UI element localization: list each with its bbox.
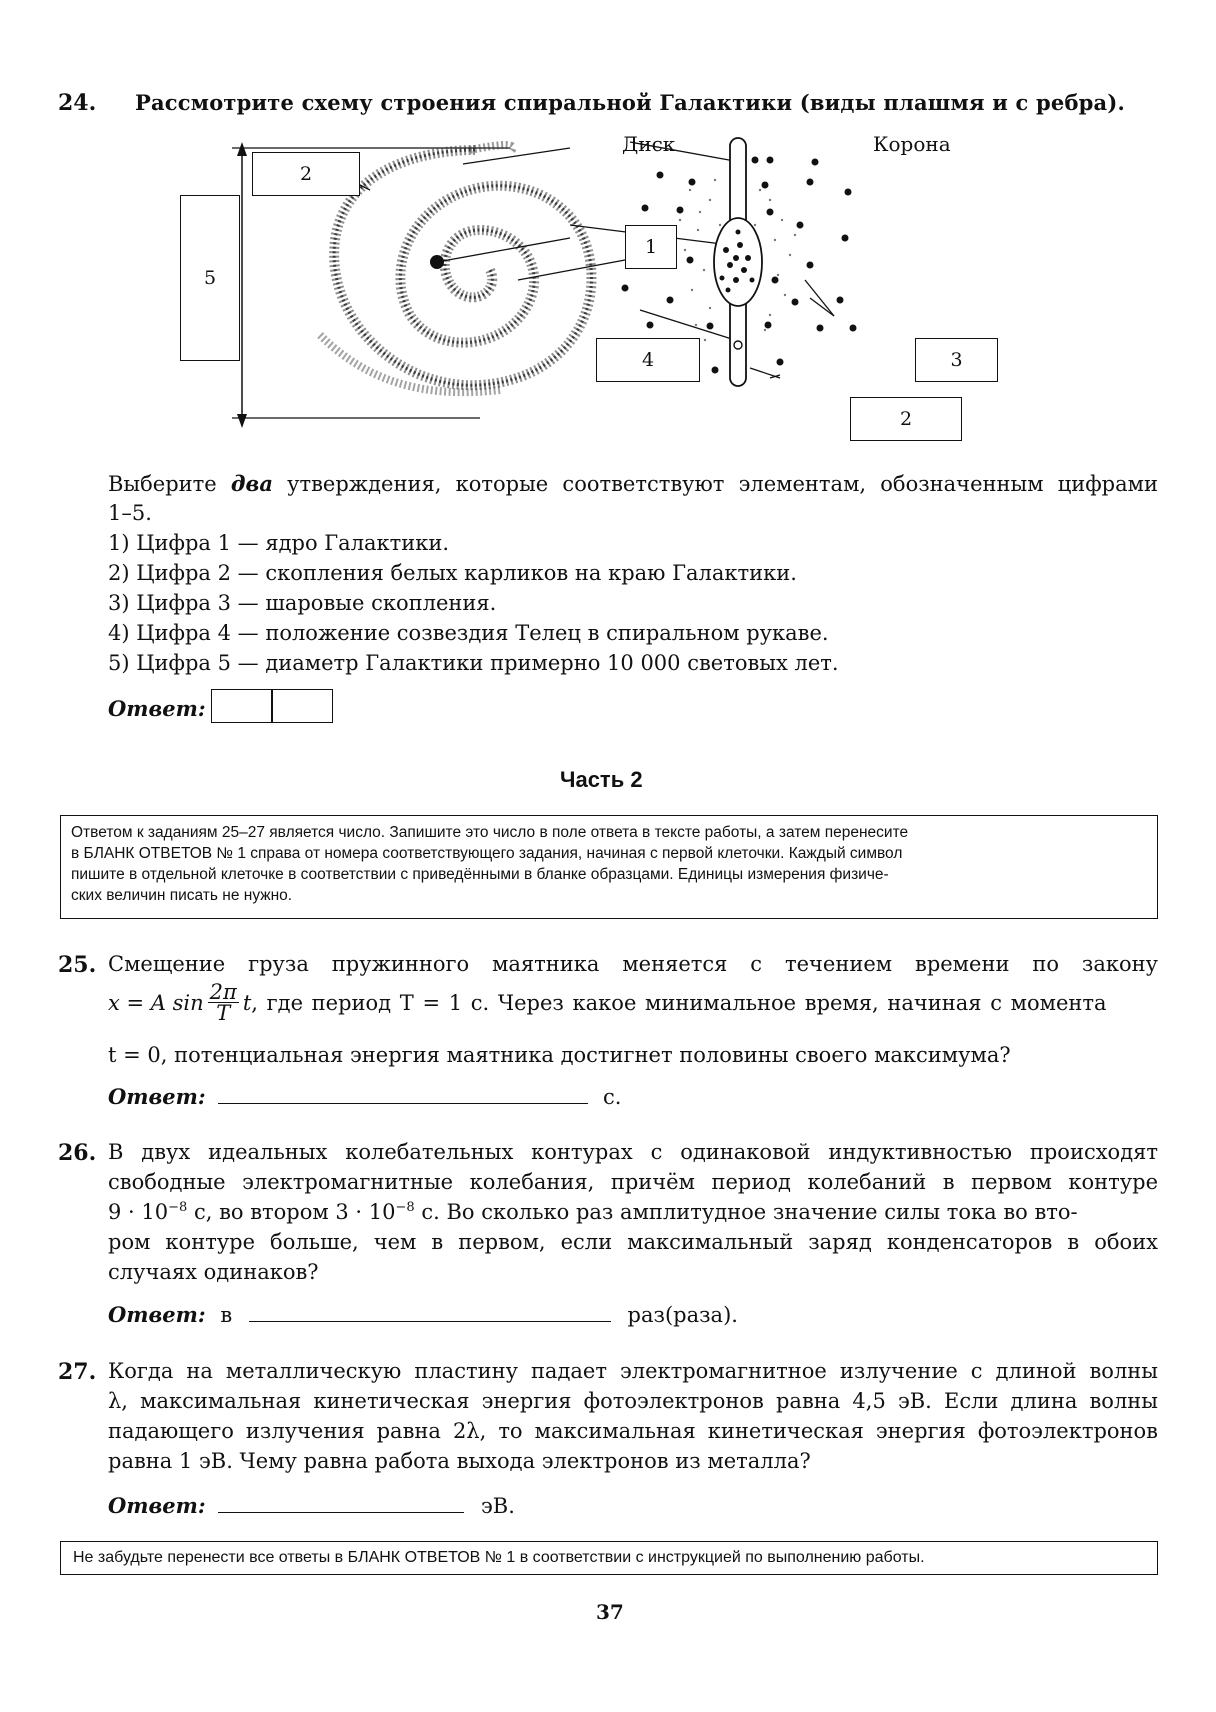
q25-answer-row: [108, 1084, 621, 1109]
q27-answer-unit: эВ.: [481, 1494, 515, 1518]
notice-line-2: в БЛАНК ОТВЕТОВ № 1 справа от номера соответствующего задания, начиная с первой клеточки. Каждый символ: [71, 845, 903, 862]
q27-line-2: λ, максимальная кинетическая энергия фотоэлектронов равна 4,5 эВ. Если длина волны: [108, 1389, 1158, 1413]
statement-3: 3) Цифра 3 — шаровые скопления.: [108, 591, 497, 615]
question-27-number: 27.: [58, 1359, 97, 1385]
q26-exponent-2: −8: [395, 1200, 415, 1215]
diagram-box-3: 3: [915, 338, 998, 382]
diagram-box-2-top: 2: [252, 152, 360, 196]
notice-line-3: пишите в отдельной клеточке в соответствии с приведёнными в бланке образцами. Единицы измерения физиче-: [71, 866, 889, 883]
q25-line-2: [108, 982, 1158, 1023]
q24-instruction-b: утверждения, которые соответствуют элементам, обозначенным цифрами: [287, 472, 1158, 496]
part-2-instructions: [60, 815, 1158, 919]
q24-instruction-range: 1–5.: [108, 501, 152, 525]
q26-line-2: свободные электромагнитные колебания, причём период колебаний в первом контуре: [108, 1170, 1158, 1194]
q25-answer-field[interactable]: [218, 1085, 588, 1104]
statement-5: 5) Цифра 5 — диаметр Галактики примерно 10 000 световых лет.: [108, 651, 839, 675]
q24-instruction: [108, 471, 1158, 496]
q26-line-3-b: с, во втором 3 · 10: [187, 1200, 396, 1224]
q26-line-5: случаях одинаков?: [108, 1260, 319, 1284]
q24-answer-label: Ответ:: [108, 696, 206, 721]
q25-answer-unit: с.: [603, 1085, 622, 1109]
q25-formula-t: t: [242, 990, 252, 1015]
q26-answer-unit: раз(раза).: [627, 1303, 738, 1327]
footer-notice-text: Не забудьте перенести все ответы в БЛАНК ОТВЕТОВ № 1 в соответствии с инструкцией по выполнению работы.: [73, 1549, 925, 1566]
q27-line-1: Когда на металлическую пластину падает электромагнитное излучение с длиной волны: [108, 1359, 1158, 1383]
part-2-title: Часть 2: [560, 767, 643, 792]
q26-answer-prefix: в: [220, 1303, 233, 1327]
q26-answer-label: Ответ:: [108, 1302, 206, 1327]
q27-answer-label: Ответ:: [108, 1493, 206, 1518]
q26-line-3: [108, 1200, 1158, 1224]
q24-answer-cell-divider: [271, 690, 273, 722]
q27-answer-field[interactable]: [218, 1494, 464, 1513]
diagram-box-5: 5: [180, 195, 240, 361]
q27-answer-row: [108, 1493, 515, 1518]
diagram-box-1: 1: [625, 225, 677, 269]
q25-formula-numerator: 2π: [209, 980, 237, 1004]
notice-line-1: Ответом к заданиям 25–27 является число. Запишите это число в поле ответа в тексте работы, а затем перенесите: [71, 824, 909, 841]
question-24-prompt: Рассмотрите схему строения спиральной Галактики (виды плашмя и с ребра).: [135, 90, 1125, 115]
question-24-number: 24.: [58, 90, 97, 116]
statement-1: 1) Цифра 1 — ядро Галактики.: [108, 531, 450, 555]
question-25-number: 25.: [58, 952, 97, 978]
q25-line-2-rest: , где период T = 1 с. Через какое минимальное время, начиная с момента: [251, 990, 1107, 1015]
label-corona: Корона: [873, 132, 951, 156]
q25-answer-label: Ответ:: [108, 1084, 206, 1109]
q26-line-1: В двух идеальных колебательных контурах с одинаковой индуктивностью происходят: [108, 1140, 1158, 1164]
q26-exponent-1: −8: [168, 1200, 188, 1215]
q25-line-3: t = 0, потенциальная энергия маятника достигнет половины своего максимума?: [108, 1043, 1011, 1067]
diagram-box-2-bottom: 2: [850, 397, 962, 441]
question-26-number: 26.: [58, 1140, 97, 1166]
q25-formula-denominator: T: [216, 1001, 231, 1025]
q24-instruction-emphasis: два: [230, 471, 273, 496]
q27-line-4: равна 1 эВ. Чему равна работа выхода электронов из металла?: [108, 1449, 811, 1473]
page-number: 37: [596, 1600, 624, 1624]
q24-answer-cells[interactable]: [211, 689, 333, 723]
footer-notice: [60, 1541, 1158, 1575]
q25-formula-lhs: x = A sin: [108, 990, 204, 1015]
q26-line-3-c: с. Во сколько раз амплитудное значение силы тока во вто-: [414, 1200, 1078, 1224]
q26-line-3-a: 9 · 10: [108, 1200, 169, 1224]
q25-formula-fraction: [208, 982, 239, 1023]
q24-instruction-a: Выберите: [108, 472, 217, 496]
diagram-box-4: 4: [596, 338, 700, 382]
notice-line-4: ских величин писать не нужно.: [71, 887, 293, 904]
statement-2: 2) Цифра 2 — скопления белых карликов на краю Галактики.: [108, 561, 797, 585]
q27-line-3: падающего излучения равна 2λ, то максимальная кинетическая энергия фотоэлектронов: [108, 1419, 1158, 1443]
statement-4: 4) Цифра 4 — положение созвездия Телец в спиральном рукаве.: [108, 621, 829, 645]
label-disk: Диск: [622, 132, 676, 156]
galaxy-diagram: [170, 130, 1020, 430]
q26-answer-row: [108, 1302, 738, 1327]
q25-line-1: Смещение груза пружинного маятника меняется с течением времени по закону: [108, 952, 1158, 976]
q26-answer-field[interactable]: [249, 1303, 611, 1322]
q26-line-4: ром контуре больше, чем в первом, если максимальный заряд конденсаторов в обоих: [108, 1230, 1158, 1254]
